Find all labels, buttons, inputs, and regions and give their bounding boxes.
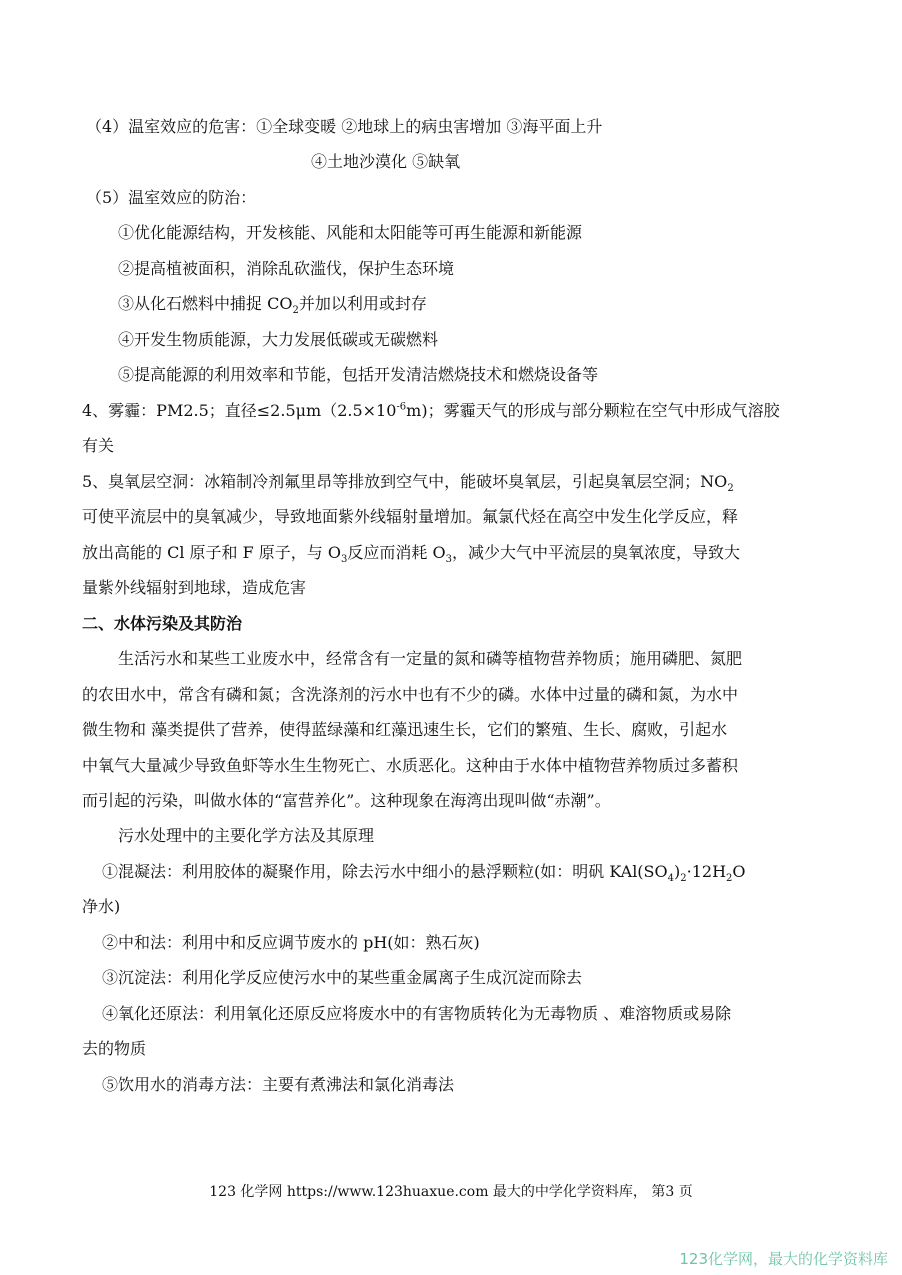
water-paragraph-line: 生活污水和某些工业废水中，经常含有一定量的氮和磷等植物营养物质；施用磷肥、氮肥 <box>118 649 743 668</box>
prevention-item-4: ④开发生物质能源，大力发展低碳或无碳燃料 <box>118 330 439 349</box>
ozone-line3: 放出高能的 Cl 原子和 F 原子，与 $O_3$反应而消耗 $O_3$，减少大气中平流层的臭氧浓度，导致大 <box>82 543 740 566</box>
greenhouse-harm-line2: ④土地沙漠化 ⑤缺氧 <box>311 152 461 171</box>
page-footer: 123 化学网 https://www.123huaxue.com 最大的中学化学资料库， 第3 页 <box>209 1184 693 1200</box>
water-paragraph-line: 中氧气大量减少导致鱼虾等水生生物死亡、水质恶化。这种由于水体中植物营养物质过多蓄积 <box>82 756 739 775</box>
method-4-line2: 去的物质 <box>82 1039 147 1058</box>
methods-heading: 污水处理中的主要化学方法及其原理 <box>118 826 375 845</box>
method-1-line2: 净水) <box>82 897 121 916</box>
water-paragraph-line: 微生物和 藻类提供了营养，使得蓝绿藻和红藻迅速生长，它们的繁殖、生长、腐败，引起水 <box>82 720 728 739</box>
prevention-item-1: ①优化能源结构，开发核能、风能和太阳能等可再生能源和新能源 <box>118 223 583 242</box>
greenhouse-prevention-heading: （5）温室效应的防治： <box>86 188 257 207</box>
prevention-item-3: ③从化石燃料中捕捉 $CO_2$并加以利用或封存 <box>118 294 427 317</box>
method-4-line1: ④氧化还原法：利用氧化还原反应将废水中的有害物质转化为无毒物质 、难溶物质或易除 <box>102 1004 732 1023</box>
water-paragraph-line: 而引起的污染，叫做水体的“富营养化”。这种现象在海湾出现叫做“赤潮”。 <box>82 791 611 810</box>
section-heading-water: 二、水体污染及其防治 <box>82 614 243 633</box>
prevention-item-2: ②提高植被面积，消除乱砍滥伐，保护生态环境 <box>118 259 455 278</box>
ozone-line4: 量紫外线辐射到地球，造成危害 <box>82 578 307 597</box>
method-3: ③沉淀法：利用化学反应使污水中的某些重金属离子生成沉淀而除去 <box>102 968 583 987</box>
haze-line1: 4、雾霾：PM2.5；直径$\le 2.5\mu m(2.5\times 10^{-6}m)$；雾霾天气的形成与部分颗粒在空气中形成气溶胶 <box>82 401 780 420</box>
haze-line2: 有关 <box>82 436 115 455</box>
method-1-line1: ①混凝法：利用胶体的凝聚作用，除去污水中细小的悬浮颗粒(如：明矾 $KAl(SO_4)_2\cdot 12H_2O$ <box>102 862 746 885</box>
prevention-item-5: ⑤提高能源的利用效率和节能，包括开发清洁燃烧技术和燃烧设备等 <box>118 365 599 384</box>
method-5: ⑤饮用水的消毒方法：主要有煮沸法和氯化消毒法 <box>102 1075 455 1094</box>
watermark-text: 123化学网，最大的化学资料库 <box>679 1250 888 1268</box>
method-2: ②中和法：利用中和反应调节废水的 pH(如：熟石灰) <box>102 933 480 952</box>
greenhouse-harm-line1: （4）温室效应的危害：①全球变暖 ②地球上的病虫害增加 ③海平面上升 <box>86 117 603 136</box>
water-paragraph-line: 的农田水中，常含有磷和氮；含洗涤剂的污水中也有不少的磷。水体中过量的磷和氮，为水中 <box>82 685 739 704</box>
ozone-line1: 5、臭氧层空洞：冰箱制冷剂氟里昂等排放到空气中，能破坏臭氧层，引起臭氧层空洞；$NO_2$ <box>82 472 734 495</box>
ozone-line2: 可使平流层中的臭氧减少，导致地面紫外线辐射量增加。氟氯代烃在高空中发生化学反应，释 <box>82 507 739 526</box>
